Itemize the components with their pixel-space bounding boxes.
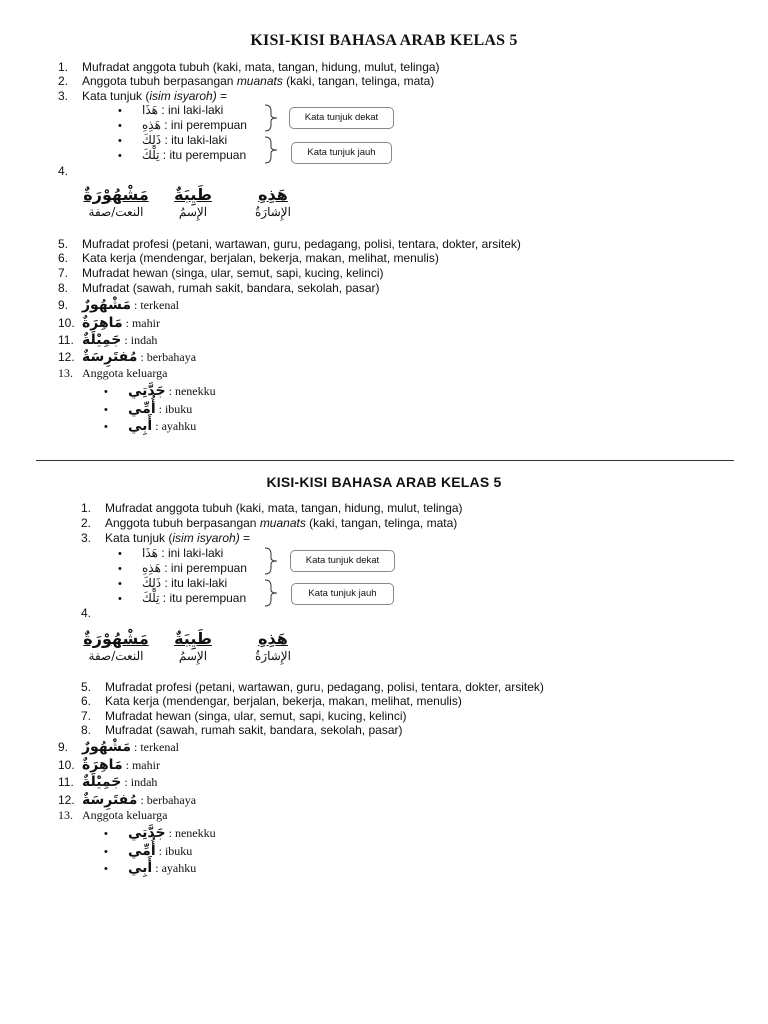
list-item-2: 2. Anggota tubuh berpasangan muanats (kaki, tangan, telinga, mata) [81,516,458,530]
family-item: • أَبِي : ayahku [104,418,197,434]
demonstrative-item: • ذَلِكَ : itu laki-laki [118,576,228,590]
list-item-3: 3. Kata tunjuk (isim isyaroh) = [81,531,251,545]
grammar-ism: طَيِبَةٌ الإِسمُ [174,629,212,663]
family-item: • أَبِي : ayahku [104,860,197,876]
brace-icon [264,104,272,130]
demonstrative-item: • ذَلِكَ : itu laki-laki [118,133,228,147]
list-item-11: 11. جَمِيْلَةٌ : indah [58,774,158,790]
family-item: • جَدَّتِي : nenekku [104,383,216,399]
grammar-isyarah: هَذِهِ الإِشارَةُ [255,185,291,219]
grammar-naat: مَشْهُوْرَةٌ النعت/صفة [83,185,149,219]
list-item-1: 1. Mufradat anggota tubuh (kaki, mata, tangan, hidung, mulut, telinga) [81,501,463,515]
list-item-6: 6. Kata kerja (mendengar, berjalan, bekerja, makan, melihat, menulis) [58,251,439,265]
list-item-9: 9. مَشْهُورٌ : terkenal [58,739,179,755]
family-item: • جَدَّتِي : nenekku [104,825,216,841]
grammar-ism: طَيِبَةٌ الإِسمُ [174,185,212,219]
list-item-12: 12. مُفتَرِسَةٌ : berbahaya [58,792,197,808]
note-far: Kata tunjuk jauh [291,583,394,605]
demonstrative-item: • هَذَا : ini laki-laki [118,103,224,117]
grammar-naat: مَشْهُوْرَةٌ النعت/صفة [83,629,149,663]
note-near: Kata tunjuk dekat [289,107,394,129]
list-item-11: 11. جَمِيْلَةٌ : indah [58,332,158,348]
grammar-isyarah: هَذِهِ الإِشارَةُ [255,629,291,663]
page-title: KISI-KISI BAHASA ARAB KELAS 5 [250,32,518,49]
list-item-6: 6. Kata kerja (mendengar, berjalan, bekerja, makan, melihat, menulis) [81,694,462,708]
list-item-5: 5. Mufradat profesi (petani, wartawan, guru, pedagang, polisi, tentara, dokter, arsitek) [81,680,544,694]
list-item-1: 1. Mufradat anggota tubuh (kaki, mata, tangan, hidung, mulut, telinga) [58,60,440,74]
brace-icon [264,579,272,605]
list-item-10: 10. مَاهِرَةٌ : mahir [58,315,160,331]
list-item-8: 8. Mufradat (sawah, rumah sakit, bandara, sekolah, pasar) [81,723,403,737]
brace-icon [264,136,272,162]
list-item-5: 5. Mufradat profesi (petani, wartawan, guru, pedagang, polisi, tentara, dokter, arsitek) [58,237,521,251]
demonstrative-item: • تِلْكَ : itu perempuan [118,591,247,605]
note-far: Kata tunjuk jauh [291,142,392,164]
brace-icon [264,547,272,573]
demonstrative-item: • تِلْكَ : itu perempuan [118,148,247,162]
list-item-10: 10. مَاهِرَةٌ : mahir [58,757,160,773]
list-item-13: 13. Anggota keluarga [58,808,168,822]
list-item-4: 4. [81,606,92,620]
list-item-7: 7. Mufradat hewan (singa, ular, semut, sapi, kucing, kelinci) [58,266,384,280]
list-item-8: 8. Mufradat (sawah, rumah sakit, bandara, sekolah, pasar) [58,281,380,295]
family-item: • أُمِّي : ibuku [104,401,193,417]
list-item-9: 9. مَشْهُورٌ : terkenal [58,297,179,313]
demonstrative-item: • هَذِهِ : ini perempuan [118,561,247,575]
demonstrative-item: • هَذَا : ini laki-laki [118,546,224,560]
list-item-7: 7. Mufradat hewan (singa, ular, semut, sapi, kucing, kelinci) [81,709,407,723]
demonstrative-item: • هَذِهِ : ini perempuan [118,118,247,132]
page-title: KISI-KISI BAHASA ARAB KELAS 5 [266,474,502,490]
list-item-12: 12. مُفتَرِسَةٌ : berbahaya [58,349,197,365]
family-item: • أُمِّي : ibuku [104,843,193,859]
list-item-3: 3. Kata tunjuk (isim isyaroh) = [58,89,228,103]
list-item-4: 4. [58,164,69,178]
list-item-2: 2. Anggota tubuh berpasangan muanats (kaki, tangan, telinga, mata) [58,74,435,88]
list-item-13: 13. Anggota keluarga [58,366,168,380]
worksheet-top [0,0,768,440]
worksheet-bottom [0,446,768,886]
note-near: Kata tunjuk dekat [290,550,395,572]
